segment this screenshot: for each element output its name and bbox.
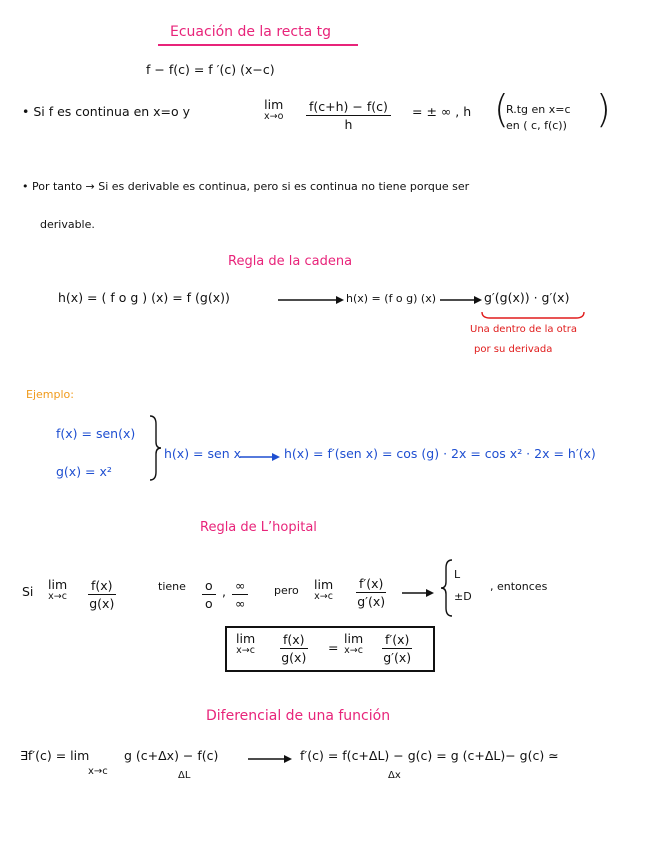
lhopital-pero: pero	[274, 584, 299, 597]
arrow-icon	[402, 584, 434, 596]
section-title-regla-cadena: Regla de la cadena	[228, 254, 353, 269]
example-g: g(x) = x²	[56, 464, 112, 479]
example-f: f(x) = sen(x)	[56, 426, 136, 441]
differential-expression-den: ΔL	[178, 770, 191, 781]
example-title: Ejemplo:	[26, 388, 74, 401]
option-l: L	[454, 568, 461, 581]
section-title-recta-tangente: Ecuación de la recta tg	[170, 24, 331, 40]
indeterminate-infinity: $\frac{\infty}{\infty}$	[232, 578, 248, 611]
left-brace	[440, 558, 454, 618]
bullet-continuity: • Si f es continua en x=o y	[22, 104, 191, 119]
close-paren: )	[596, 87, 611, 131]
arrow-icon	[248, 750, 292, 762]
box-limit-right: lim x→c	[344, 631, 364, 656]
arrow-icon	[240, 448, 280, 460]
arrow-icon	[440, 292, 482, 306]
box-fraction-right: $\frac{f'(x)}{g'(x)}$	[383, 632, 412, 665]
open-paren: (	[494, 87, 509, 131]
red-underbrace	[480, 306, 586, 316]
section-title-lhopital: Regla de L’hopital	[200, 520, 317, 535]
limit-expression: lim x→o	[264, 97, 284, 122]
example-h: h(x) = sen x	[164, 446, 241, 461]
lhopital-tiene: tiene	[158, 580, 186, 593]
option-plus-minus-d: ±D	[454, 590, 472, 603]
lhopital-limit: lim x→c	[48, 577, 68, 602]
tangent-line-formula: f − f(c) = f ′(c) (x−c)	[146, 62, 275, 77]
lhopital-si: Si	[22, 584, 34, 599]
chain-rule-left: h(x) = ( f o g ) (x) = f (g(x))	[58, 290, 230, 305]
bullet-derivable-continuous: • Por tanto → Si es derivable es continua, pero si es continua no tiene porque ser	[22, 180, 470, 193]
equals-sign: =	[328, 640, 339, 655]
comma: ,	[222, 584, 226, 599]
chain-rule-derivative: g′(g(x)) · g′(x)	[484, 290, 570, 305]
differential-right-den: Δx	[388, 770, 401, 781]
lhopital-entonces: , entonces	[490, 580, 548, 593]
differential-right: f′(c) = f(c+ΔL) − g(c) = g (c+ΔL)− g(c) ≃	[300, 748, 559, 763]
arrow-icon	[278, 292, 344, 306]
title-underline	[158, 44, 358, 46]
differential-limit-sub: x→c	[88, 766, 108, 777]
lhopital-limit-derivative: lim x→c	[314, 577, 334, 602]
indeterminate-zero: $\frac{o}{o}$	[202, 578, 216, 611]
lhopital-derivative-fraction: $\frac{f'(x)}{g'(x)}$	[357, 576, 386, 609]
box-limit-left: lim x→c	[236, 631, 256, 656]
difference-quotient: $\frac{f(c+h) - f(c)}{h}$	[306, 99, 391, 132]
differential-expression: g (c+Δx) − f(c)	[124, 748, 219, 763]
differential-left: ∃f′(c) = lim	[20, 748, 90, 763]
chain-rule-note-line1: Una dentro de la otra	[470, 324, 577, 335]
lhopital-fraction: $\frac{f(x)}{g(x)}$	[89, 578, 115, 611]
bullet-derivable-continuation: derivable.	[40, 218, 95, 231]
section-title-diferencial: Diferencial de una función	[206, 708, 391, 724]
tangent-note: R.tg en x=c en ( c, f(c))	[506, 103, 571, 132]
limit-result: = ± ∞ , h	[412, 104, 472, 119]
right-brace	[148, 414, 162, 482]
example-result: h(x) = f′(sen x) = cos (g) · 2x = cos x² · 2x = h′(x)	[284, 446, 596, 461]
box-fraction-left: $\frac{f(x)}{g(x)}$	[281, 632, 307, 665]
chain-rule-note-line2: por su derivada	[474, 344, 553, 355]
chain-rule-mid: h(x) = (f o g) (x)	[346, 292, 437, 305]
